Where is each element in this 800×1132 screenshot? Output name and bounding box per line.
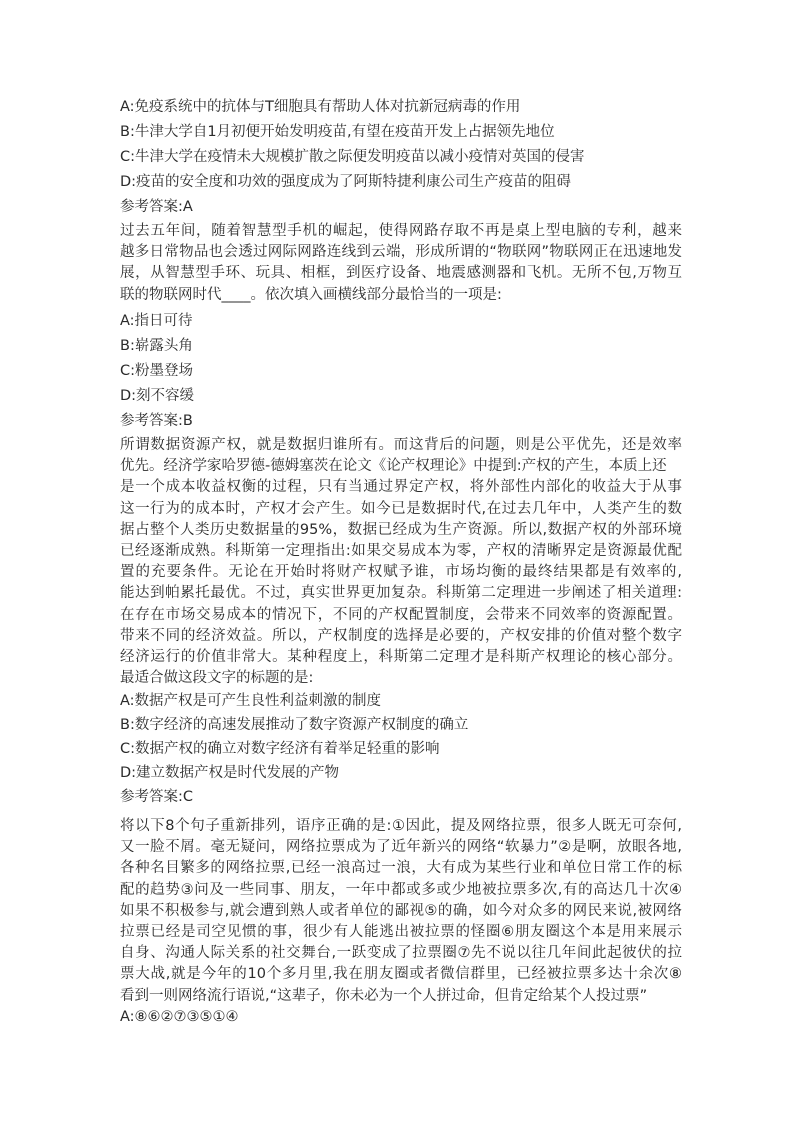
text-line: 将以下8个句子重新排列，语序正确的是:①因此，提及网络拉票，很多人既无可奈何, bbox=[120, 818, 682, 834]
answer-line: 参考答案:C bbox=[120, 789, 194, 805]
text-line: 联的物联网时代____。依次填入画横线部分最恰当的一项是: bbox=[120, 286, 502, 303]
text-line: 能达到帕累托最优。不过，真实世界更加复杂。科斯第二定理进一步阐述了相关道理: bbox=[120, 585, 682, 602]
text-line: 是一个成本收益权衡的过程，只有当通过界定产权，将外部性内部化的收益大于从事 bbox=[120, 479, 682, 496]
text-line: 据占整个人类历史数据量的95%，数据已经成为生产资源。所以,数据产权的外部环境 bbox=[120, 521, 682, 538]
text-line: 过去五年间，随着智慧型手机的崛起，使得网路存取不再是桌上型电脑的专利，越来 bbox=[120, 223, 682, 239]
q4-question-text bbox=[120, 816, 682, 1007]
option-d: D:疫苗的安全度和功效的强度成为了阿斯特捷利康公司生产疫苗的阻碍 bbox=[120, 174, 572, 190]
text-line: 又一脸不屑。毫无疑问，网络拉票成为了近年新兴的网络“软暴力”②是啊，放眼各地, bbox=[120, 839, 682, 856]
text-line: 自身、沟通人际关系的社交舞台,一跃变成了拉票圈⑦先不说以往几年间此起彼伏的拉 bbox=[120, 945, 682, 962]
q2-option-list bbox=[120, 310, 682, 432]
text-line: 配的趋势③问及一些同事、朋友，一年中都或多或少地被拉票多次,有的高达几十次④ bbox=[120, 881, 682, 898]
option-a: A:数据产权是可产生良性利益刺激的制度 bbox=[120, 693, 382, 709]
text-line: 这一行为的成本时，产权才会产生。如今已是数据时代,在过去几年中，人类产生的数 bbox=[120, 500, 682, 517]
text-line: 在存在市场交易成本的情况下，不同的产权配置制度，会带来不同效率的资源配置。 bbox=[120, 606, 682, 623]
text-line: 票大战,就是今年的10个多月里,我在朋友圈或者微信群里，已经被拉票多达十余次⑧ bbox=[120, 966, 682, 983]
text-line: 拉票已经是司空见惯的事，很少有人能逃出被拉票的怪圈⑥朋友圈这个本是用来展示 bbox=[120, 923, 682, 940]
option-a: A:指日可待 bbox=[120, 313, 193, 329]
answer-line: 参考答案:B bbox=[120, 413, 193, 429]
q1-option-list bbox=[120, 96, 682, 218]
q2-question-text bbox=[120, 221, 682, 306]
text-line: 经济运行的价值非常大。某种程度上，科斯第二定理才是科斯产权理论的核心部分。 bbox=[120, 648, 682, 665]
option-d: D:建立数据产权是时代发展的产物 bbox=[120, 765, 340, 781]
option-c: C:牛津大学在疫情未大规模扩散之际便发明疫苗以减小疫情对英国的侵害 bbox=[120, 149, 585, 165]
text-line: 如果不积极参与,就会遭到熟人或者单位的鄙视⑤的确，如今对众多的网民来说,被网络 bbox=[120, 902, 682, 919]
option-d: D:刻不容缓 bbox=[120, 388, 195, 404]
option-c: C:粉墨登场 bbox=[120, 363, 194, 379]
q3-question-text bbox=[120, 435, 682, 689]
answer-line: 参考答案:A bbox=[120, 199, 193, 215]
text-line: 所谓数据资源产权，就是数据归谁所有。而这背后的问题，则是公平优先，还是效率 bbox=[120, 437, 682, 453]
text-line: 置的充要条件。无论在开始时将财产权赋予谁，市场均衡的最终结果都是有效率的, bbox=[120, 564, 682, 581]
text-line: 看到一则网络流行语说,“这辈子，你未必为一个人拼过命，但肯定给某个人投过票” bbox=[120, 987, 648, 1004]
q3-option-list bbox=[120, 690, 682, 808]
option-a: A:⑧⑥②⑦③⑤①④ bbox=[120, 1009, 239, 1025]
option-b: B:崭露头角 bbox=[120, 338, 193, 354]
text-line: 最适合做这段文字的标题的是: bbox=[120, 670, 314, 687]
text-line: 各种名目繁多的网络拉票,已经一浪高过一浪，大有成为某些行业和单位日常工作的标 bbox=[120, 860, 682, 877]
text-line: 优先。经济学家哈罗德-德姆塞茨在论文《论产权理论》中提到:产权的产生，本质上还 bbox=[120, 458, 667, 475]
text-line: 带来不同的经济效益。所以，产权制度的选择是必要的，产权安排的价值对整个数字 bbox=[120, 627, 682, 644]
q4-option-list bbox=[120, 1006, 682, 1028]
option-b: B:数字经济的高速发展推动了数字资源产权制度的确立 bbox=[120, 717, 469, 733]
option-a: A:免疫系统中的抗体与T细胞具有帮助人体对抗新冠病毒的作用 bbox=[120, 99, 521, 115]
option-c: C:数据产权的确立对数字经济有着举足轻重的影响 bbox=[120, 741, 440, 757]
text-line: 已经逐渐成熟。科斯第一定理指出:如果交易成本为零，产权的清晰界定是资源最优配 bbox=[120, 542, 682, 559]
option-b: B:牛津大学自1月初便开始发明疫苗,有望在疫苗开发上占据领先地位 bbox=[120, 124, 555, 140]
text-line: 展，从智慧型手环、玩具、相框，到医疗设备、地震感测器和飞机。无所不包,万物互 bbox=[120, 265, 682, 282]
text-line: 越多日常物品也会透过网际网路连线到云端，形成所谓的“物联网”物联网正在迅速地发 bbox=[120, 244, 682, 261]
